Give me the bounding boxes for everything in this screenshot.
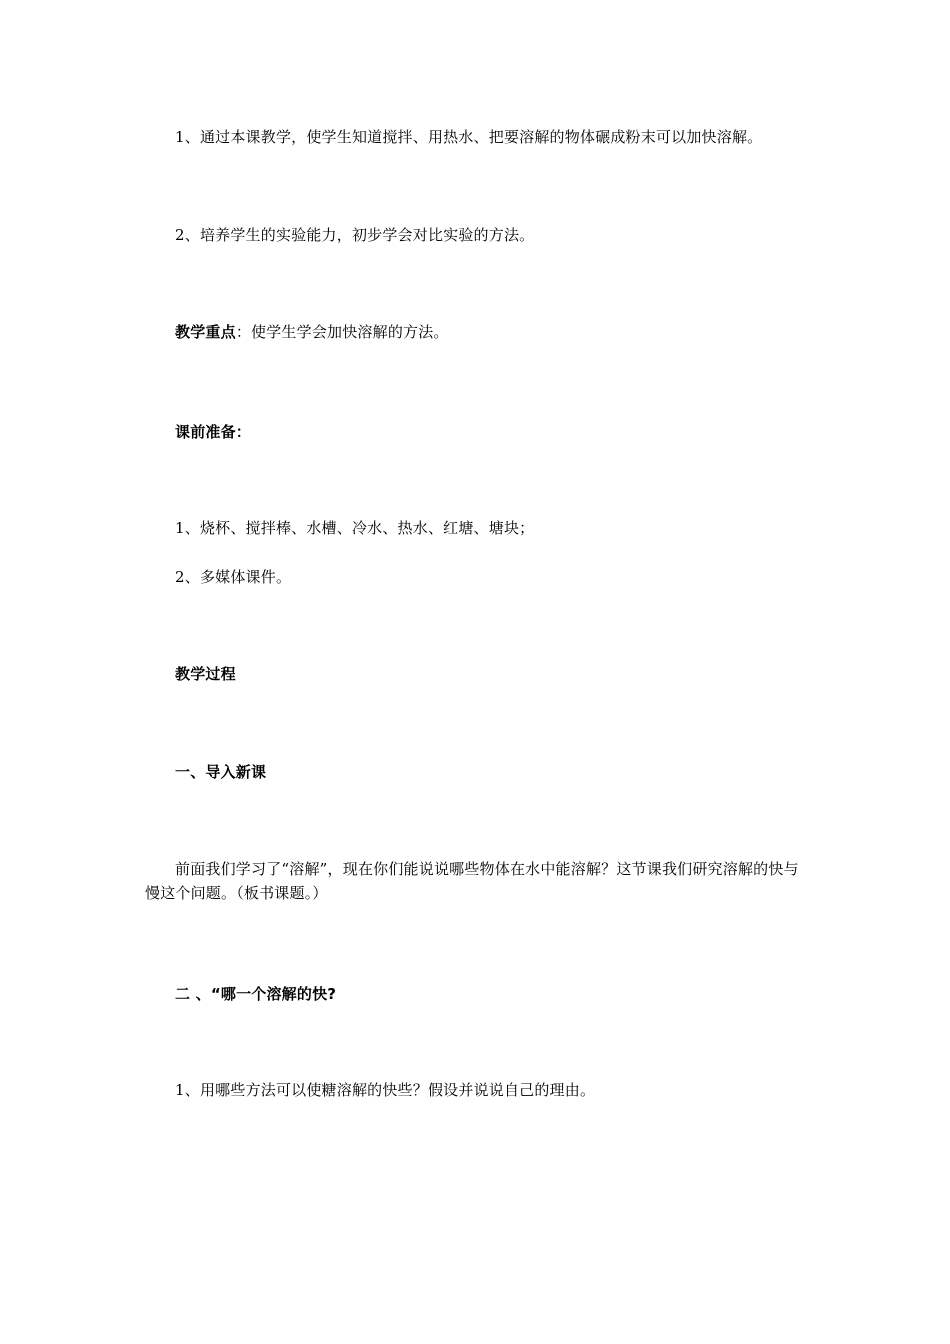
preparation-item-1: 1、烧杯、搅拌棒、水槽、冷水、热水、红塘、塘块；	[175, 519, 535, 537]
key-point-label: 教学重点	[175, 323, 236, 341]
preparation-heading: 课前准备：	[175, 423, 252, 441]
key-point-line	[175, 320, 449, 344]
objective-item-1: 1、通过本课教学，使学生知道搅拌、用热水、把要溶解的物体碾成粉末可以加快溶解。	[175, 128, 763, 146]
section-1-paragraph: 前面我们学习了“溶解”，现在你们能说说哪些物体在水中能溶解？这节课我们研究溶解的快与慢这个问题。（板书课题。）	[145, 860, 799, 902]
objective-item-2: 2、培养学生的实验能力，初步学会对比实验的方法。	[175, 226, 535, 244]
process-heading: 教学过程	[175, 665, 236, 683]
section-2-heading: 二 、“哪一个溶解的快?	[175, 985, 337, 1003]
key-point-text: ：使学生学会加快溶解的方法。	[235, 323, 449, 341]
section-1-heading: 一、导入新课	[175, 763, 267, 781]
section-2-item-1: 1、用哪些方法可以使糖溶解的快些？假设并说说自己的理由。	[175, 1081, 596, 1099]
preparation-item-2: 2、多媒体课件。	[175, 568, 292, 586]
